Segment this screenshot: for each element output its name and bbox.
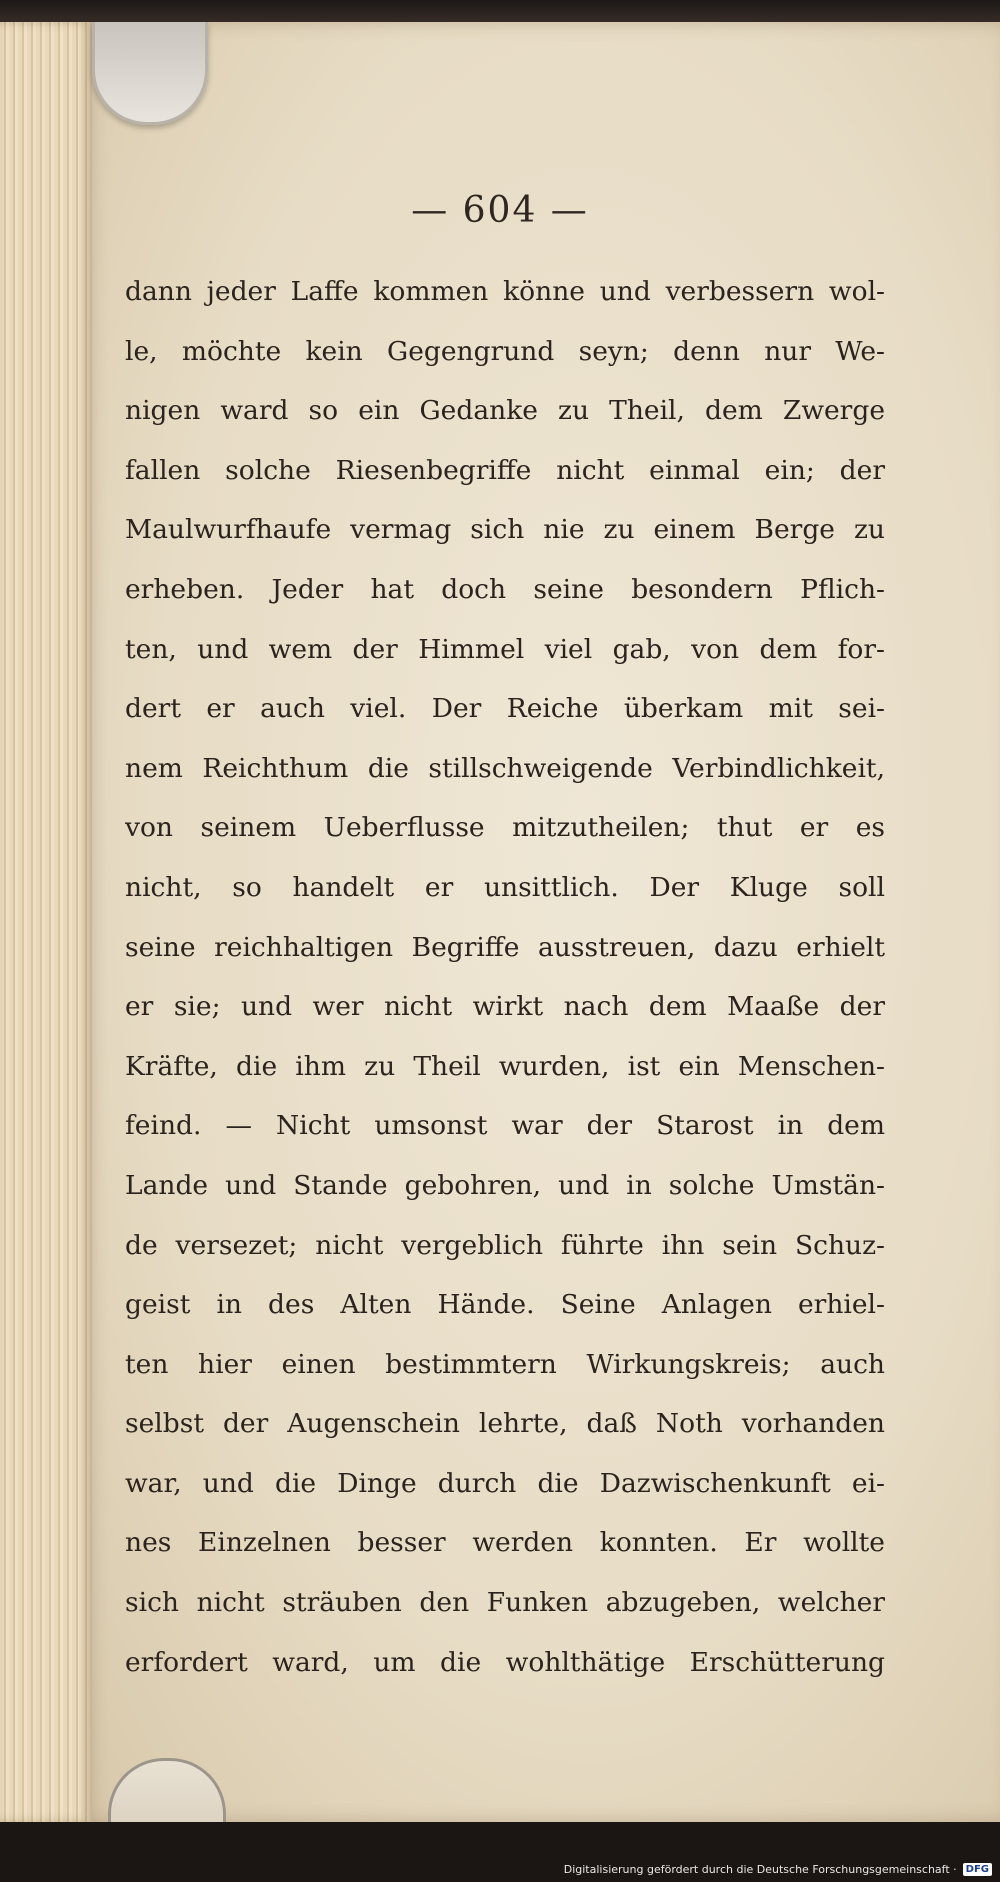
credit-text: Digitalisierung gefördert durch die Deutsche Forschungsgemeinschaft · [563, 1863, 957, 1876]
text-line: fallen solche Riesenbegriffe nicht einmal ein; der [125, 454, 885, 486]
scan-bottom-border [0, 1822, 1000, 1882]
text-line: von seinem Ueberflusse mitzutheilen; thut er es [125, 812, 885, 844]
text-line: nem Reichthum die stillschweigende Verbindlichkeit, [125, 752, 885, 784]
page-number: — 604 — [411, 190, 589, 231]
text-line: Lande und Stande gebohren, und in solche Umstän- [125, 1169, 885, 1201]
page-text-block [125, 262, 885, 1692]
text-line: erfordert ward, um die wohlthätige Erschütterung [125, 1646, 885, 1678]
text-line: erheben. Jeder hat doch seine besondern Pflich- [125, 573, 885, 605]
text-line: ten hier einen bestimmtern Wirkungskreis; auch [125, 1348, 885, 1380]
text-line: er sie; und wer nicht wirkt nach dem Maaße der [125, 991, 885, 1023]
text-line: Kräfte, die ihm zu Theil wurden, ist ein Menschen- [125, 1050, 885, 1082]
clip-top-icon [92, 22, 208, 125]
text-line: sich nicht sträuben den Funken abzugeben, welcher [125, 1587, 885, 1619]
text-line: seine reichhaltigen Begriffe ausstreuen, dazu erhielt [125, 931, 885, 963]
text-line: nigen ward so ein Gedanke zu Theil, dem Zwerge [125, 395, 885, 427]
text-line: Maulwurfhaufe vermag sich nie zu einem Berge zu [125, 514, 885, 546]
text-line: de versezet; nicht vergeblich führte ihn sein Schuz- [125, 1229, 885, 1261]
text-line: nicht, so handelt er unsittlich. Der Kluge soll [125, 871, 885, 903]
text-line: feind. — Nicht umsonst war der Starost in dem [125, 1110, 885, 1142]
text-line: le, möchte kein Gegengrund seyn; denn nur We- [125, 335, 885, 367]
text-line: selbst der Augenschein lehrte, daß Noth vorhanden [125, 1408, 885, 1440]
text-line: war, und die Dinge durch die Dazwischenkunft ei- [125, 1467, 885, 1499]
book-page-edges [0, 22, 92, 1822]
text-line: ten, und wem der Himmel viel gab, von dem for- [125, 633, 885, 665]
dfg-logo: DFG [963, 1863, 992, 1876]
text-line: dann jeder Laffe kommen könne und verbessern wol- [125, 276, 885, 307]
digitization-credit [564, 1863, 992, 1876]
text-line: geist in des Alten Hände. Seine Anlagen erhiel- [125, 1289, 885, 1321]
text-line: dert er auch viel. Der Reiche überkam mit sei- [125, 693, 885, 725]
text-line: nes Einzelnen besser werden konnten. Er wollte [125, 1527, 885, 1559]
